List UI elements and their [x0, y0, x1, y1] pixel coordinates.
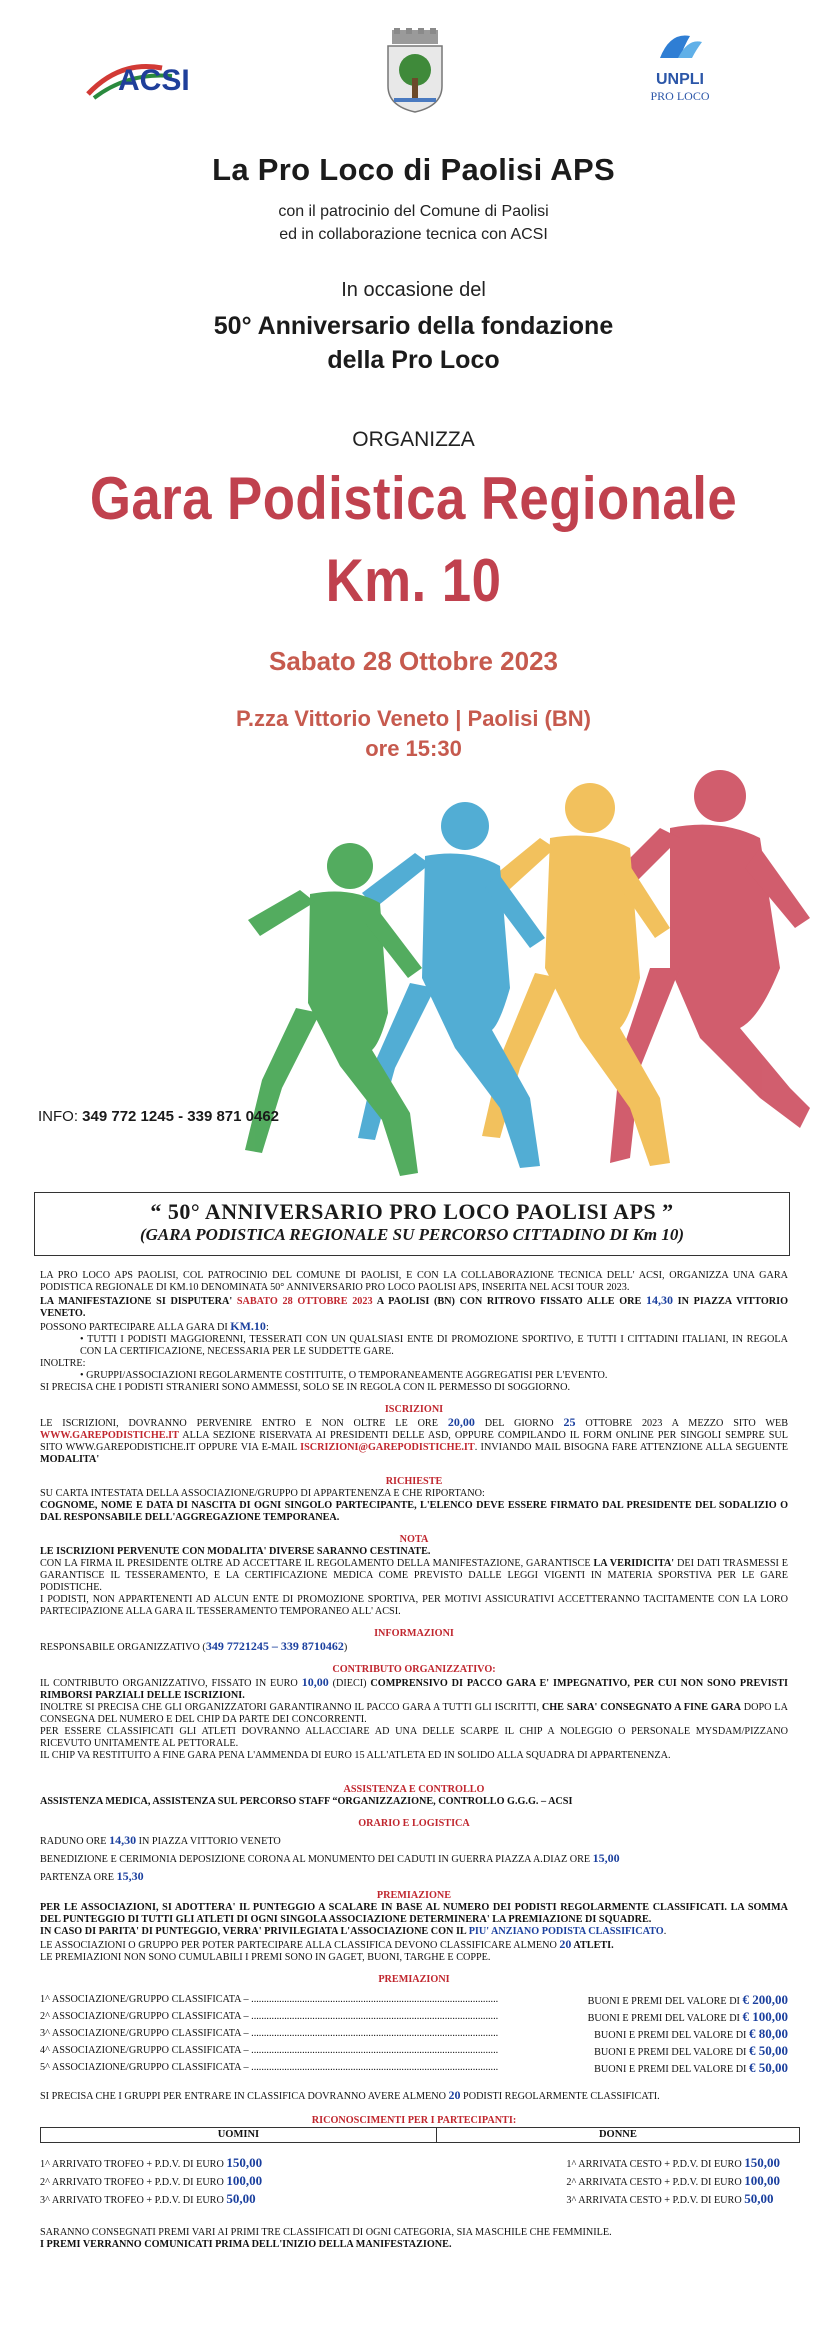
intro-inoltre: INOLTRE:: [40, 1358, 86, 1369]
prize-value-wrap: [594, 2043, 788, 2060]
prize-value: € 50,00: [749, 2043, 788, 2058]
page-title: La Pro Loco di Paolisi APS: [212, 152, 615, 187]
prize-label: 4^ ASSOCIAZIONE/GRUPPO CLASSIFICATA – .................................................................................................: [40, 2045, 499, 2056]
prize-row: [40, 2043, 788, 2060]
prize-value: € 50,00: [749, 2060, 788, 2075]
race-time: ore 15:30: [365, 736, 462, 761]
award-row: [566, 2173, 780, 2191]
col-uomini: UOMINI: [41, 2128, 437, 2143]
award-value: 50,00: [744, 2191, 774, 2206]
race-distance: Km. 10: [325, 547, 502, 614]
informazioni-text: RESPONSABILE ORGANIZZATIVO (349 7721245 – 339 8710462): [40, 1639, 348, 1653]
prize-row: [40, 1992, 788, 2009]
website-link[interactable]: WWW.GAREPODISTICHE.IT: [40, 1430, 179, 1441]
comune-coat-of-arms: [380, 28, 450, 114]
award-value: 100,00: [744, 2173, 780, 2188]
intro-p1: LA PRO LOCO APS PAOLISI, COL PATROCINIO DEL COMUNE DI PAOLISI, E CON LA COLLABORAZIONE TECNICA DELL' ACSI, ORGANIZZA UNA GARA PODISTICA REGIONALE DI KM.10 DENOMINATA 50° ANNIVERSARIO PRO LOCO PAOLISI APS, INSERITA NEL ACSI TOUR 2023.: [40, 1270, 788, 1293]
prize-row: [40, 2026, 788, 2043]
final-note-1: SARANNO CONSEGNATI PREMI VARI AI PRIMI TRE CLASSIFICATI DI OGNI CATEGORIA, SIA MASCHILE CHE FEMMINILE.: [40, 2227, 612, 2238]
award-label: 2^ ARRIVATO TROFEO + P.D.V. DI EURO: [40, 2177, 227, 2188]
nota-p2: CON LA FIRMA IL PRESIDENTE OLTRE AD ACCETTARE IL REGOLAMENTO DELLA MANIFESTAZIONE, GARANTISCE LA VERIDICITA' DEI DATI TRASMESSI E GARANTISCE IL TESSERAMENTO, E LA CERTIFICAZIONE MEDICA COME PREVISTO DALLE LEGGI VIGENTI IN MATERIA SPORSTIVA PER LE GARE PODISTICHE.: [40, 1558, 789, 1593]
unpli-text: UNPLI: [656, 71, 704, 88]
regulation-subtitle: (GARA PODISTICA REGIONALE SU PERCORSO CITTADINO DI Km 10): [139, 1225, 685, 1244]
prize-label: 2^ ASSOCIAZIONE/GRUPPO CLASSIFICATA – .................................................................................................: [40, 2011, 499, 2022]
race-place: P.zza Vittorio Veneto | Paolisi (BN): [236, 706, 591, 731]
organizza-label: ORGANIZZA: [352, 428, 475, 451]
award-row: [40, 2173, 262, 2191]
premiazione-heading: PREMIAZIONE: [376, 1890, 452, 1901]
iscrizioni-text: LE ISCRIZIONI, DOVRANNO PERVENIRE ENTRO E NON OLTRE LE ORE 20,00 DEL GIORNO 25 OTTOBRE 2023 A MEZZO SITO WEB WWW.GAREPODISTICHE.IT ALLA SEZIONE RISERVATA AI PRESIDENTI DELLE ASD, OPPURE COMPILANDO IL FORM ONLINE PER SINGOLI SEMPRE SUL SITO WWW.GAREPODISTICHE.IT OPPURE VIA E-MAIL ISCRIZIONI@GAREPODISTICHE.IT. INVIANDO MAIL BISOGNA FARE ATTENZIONE ALLA SEGUENTE MODALITA': [40, 1415, 788, 1465]
anniversary-line-1: 50° Anniversario della fondazione: [213, 312, 614, 340]
intro-p2: LA MANIFESTAZIONE SI DISPUTERA' SABATO 28 OTTOBRE 2023 A PAOLISI (BN) CON RITROVO FISSATO ALLE ORE 14,30 IN PIAZZA VITTORIO VENETO.: [40, 1293, 788, 1319]
anniversary-line-2: della Pro Loco: [327, 346, 500, 374]
info-label: INFO:: [38, 1108, 83, 1125]
award-row: [40, 2191, 262, 2209]
premiazione-p4: LE PREMIAZIONI NON SONO CUMULABILI I PREMI SONO IN GAGET, BUONI, TARGHE E COPPE.: [40, 1952, 491, 1963]
email-link[interactable]: ISCRIZIONI@GAREPODISTICHE.IT: [300, 1442, 475, 1453]
prize-label: 3^ ASSOCIAZIONE/GRUPPO CLASSIFICATA – .................................................................................................: [40, 2028, 499, 2039]
prize-value-wrap: [588, 1992, 788, 2009]
nota-p3: I PODISTI, NON APPARTENENTI AD ALCUN ENTE DI PROMOZIONE SPORTIVA, PER MOTIVI ASSICURATIVI ACCETTERANNO TACITAMENTE CON LA LORO PARTECIPAZIONE ALLA GARA IL TESSERAMENTO TEMPORANEO ALL' ACSI.: [40, 1594, 788, 1617]
unpli-proloco-logo: [640, 28, 720, 118]
regulation-title-box: [34, 1192, 790, 1256]
race-title: Gara Podistica Regionale: [89, 465, 738, 532]
riconoscimenti-heading: RICONOSCIMENTI PER I PARTECIPANTI:: [311, 2115, 517, 2126]
premiazione-p1: PER LE ASSOCIAZIONI, SI ADOTTERA' IL PUNTEGGIO A SCALARE IN BASE AL NUMERO DEI PODISTI REGOLARMENTE CLASSIFICATI. LA SOMMA DEL PUNTEGGIO DI TUTTI GLI ATLETI DI OGNI SINGOLA ASSOCIAZIONE DETERMINERA' LA PREMIAZIONE DI SQUADRE.: [40, 1902, 788, 1925]
prize-row: [40, 2060, 788, 2077]
contributo-p1: IL CONTRIBUTO ORGANIZZATIVO, FISSATO IN EURO 10,00 (DIECI) COMPRENSIVO DI PACCO GARA E' IMPEGNATIVO, PER CUI NON SONO PREVISTI RIMBORSI PARZIALI DELLE ISCRIZIONI.: [40, 1675, 788, 1701]
iscrizioni-heading: ISCRIZIONI: [384, 1404, 444, 1415]
intro-bullet-1: • TUTTI I PODISTI MAGGIORENNI, TESSERATI CON UN QUALSIASI ENTE DI PROMOZIONE SPORTIVO, E TUTTI I CITTADINI ITALIANI, IN REGOLA CON LA CERTIFICAZIONE, NECESSARIA PER LE SUDDETTE GARE.: [80, 1334, 788, 1357]
regulation-body: [40, 1270, 788, 2251]
awards-women: [566, 2155, 780, 2209]
regulation-title: “ 50° ANNIVERSARIO PRO LOCO PAOLISI APS ”: [150, 1199, 674, 1224]
info-phones: 349 772 1245 - 339 871 0462: [82, 1108, 280, 1125]
award-value: 150,00: [744, 2155, 780, 2170]
contributo-p4: IL CHIP VA RESTITUITO A FINE GARA PENA L'AMMENDA DI EURO 15 ALL'ATLETA ED IN SOLIDO ALLA SQUADRA DI APPARTENENZA.: [40, 1750, 671, 1761]
prize-value: € 200,00: [742, 1992, 788, 2007]
award-label: 1^ ARRIVATO TROFEO + P.D.V. DI EURO: [40, 2159, 227, 2170]
awards-table: [40, 2127, 800, 2143]
info-line: [38, 1108, 279, 1125]
prize-value: € 80,00: [749, 2026, 788, 2041]
award-row: [40, 2155, 262, 2173]
assistenza-text: ASSISTENZA MEDICA, ASSISTENZA SUL PERCORSO STAFF “ORGANIZZAZIONE, CONTROLLO G.G.G. – ACSI: [40, 1796, 573, 1807]
premiazioni-note: SI PRECISA CHE I GRUPPI PER ENTRARE IN CLASSIFICA DOVRANNO AVERE ALMENO 20 PODISTI REGOLARMENTE CLASSIFICATI.: [40, 2088, 660, 2102]
award-label: 3^ ARRIVATO TROFEO + P.D.V. DI EURO: [40, 2195, 227, 2206]
prize-value-wrap: [588, 2009, 788, 2026]
award-label: 1^ ARRIVATA CESTO + P.D.V. DI EURO: [566, 2159, 745, 2170]
premiazione-p2: IN CASO DI PARITA' DI PUNTEGGIO, VERRA' PRIVILEGIATA L'ASSOCIAZIONE CON IL PIU' ANZIANO PODISTA CLASSIFICATO.: [40, 1926, 667, 1937]
contributo-heading: CONTRIBUTO ORGANIZZATIVO:: [332, 1664, 496, 1675]
award-row: [566, 2191, 780, 2209]
runners-illustration: [200, 768, 827, 1178]
svg-text:ACSI: ACSI: [118, 64, 190, 97]
intro-p3: POSSONO PARTECIPARE ALLA GARA DI KM.10:: [40, 1319, 269, 1333]
contributo-p3: PER ESSERE CLASSIFICATI GLI ATLETI DOVRANNO ALLACCIARE AD UNA DELLE SCARPE IL CHIP A NOLEGGIO O PERSONALE MYSDAM/PIZZANO RICEVUTO UNITAMENTE AL PETTORALE.: [40, 1726, 788, 1749]
assistenza-heading: ASSISTENZA E CONTROLLO: [343, 1784, 485, 1795]
award-row: [566, 2155, 780, 2173]
award-value: 100,00: [226, 2173, 263, 2188]
award-label: 3^ ARRIVATA CESTO + P.D.V. DI EURO: [566, 2195, 745, 2206]
patronage-line: con il patrocinio del Comune di Paolisi: [278, 203, 549, 220]
orario-benedizione: BENEDIZIONE E CERIMONIA DEPOSIZIONE CORONA AL MONUMENTO DEI CADUTI IN GUERRA PIAZZA A.DIAZ ORE 15,00: [40, 1851, 620, 1865]
premiazioni-heading: PREMIAZIONI: [378, 1974, 450, 1985]
nota-p1: LE ISCRIZIONI PERVENUTE CON MODALITA' DIVERSE SARANNO CESTINATE.: [40, 1546, 431, 1557]
collaboration-line: ed in collaborazione tecnica con ACSI: [279, 226, 548, 243]
prize-value: € 100,00: [742, 2009, 788, 2024]
prize-label: 5^ ASSOCIAZIONE/GRUPPO CLASSIFICATA – .................................................................................................: [40, 2062, 499, 2073]
prize-value-wrap: [594, 2026, 788, 2043]
orario-raduno: RADUNO ORE 14,30 IN PIAZZA VITTORIO VENETO: [40, 1833, 281, 1847]
award-value: 50,00: [226, 2191, 256, 2206]
richieste-heading: RICHIESTE: [385, 1476, 443, 1487]
award-value: 150,00: [226, 2155, 263, 2170]
award-label: 2^ ARRIVATA CESTO + P.D.V. DI EURO: [566, 2177, 745, 2188]
prize-list: [40, 1992, 788, 2077]
proloco-text: PRO LOCO: [650, 89, 710, 103]
intro-p4: SI PRECISA CHE I PODISTI STRANIERI SONO AMMESSI, SOLO SE IN REGOLA CON IL PERMESSO DI SOGGIORNO.: [40, 1382, 570, 1393]
prize-label: 1^ ASSOCIAZIONE/GRUPPO CLASSIFICATA – .................................................................................................: [40, 1994, 499, 2005]
contributo-p2: INOLTRE SI PRECISA CHE GLI ORGANIZZATORI GARANTIRANNO IL PACCO GARA A TUTTI GLI ISCRITTI, CHE SARA' CONSEGNATO A FINE GARA DOPO LA CONSEGNA DEL NUMERO E DEL CHIP DA PARTE DEI CONCORRENTI.: [40, 1702, 788, 1725]
orario-heading: ORARIO E LOGISTICA: [358, 1818, 470, 1829]
intro-bullet-2: • GRUPPI/ASSOCIAZIONI REGOLARMENTE COSTITUITE, O TEMPORANEAMENTE AGGREGATISI PER L'EVENTO.: [80, 1370, 608, 1381]
prize-text: BUONI E PREMI DEL VALORE DI: [594, 2047, 749, 2058]
awards-list: [40, 2155, 788, 2209]
informazioni-heading: INFORMAZIONI: [374, 1628, 454, 1639]
final-note-2: I PREMI VERRANNO COMUNICATI PRIMA DELL'INIZIO DELLA MANIFESTAZIONE.: [40, 2239, 452, 2250]
prize-text: BUONI E PREMI DEL VALORE DI: [587, 2013, 743, 2024]
prize-value-wrap: [594, 2060, 788, 2077]
orario-partenza: PARTENZA ORE 15,30: [40, 1869, 144, 1883]
awards-men: [40, 2155, 262, 2209]
acsi-logo: [80, 42, 210, 112]
richieste-p2: COGNOME, NOME E DATA DI NASCITA DI OGNI SINGOLO PARTECIPANTE, L'ELENCO DEVE ESSERE FIRMATO DAL PRESIDENTE DEL SODALIZIO O DAL RESPONSABILE DELL'AGGREGAZIONE TEMPORANEA.: [40, 1500, 788, 1523]
nota-heading: NOTA: [399, 1534, 429, 1545]
prize-text: BUONI E PREMI DEL VALORE DI: [587, 1996, 743, 2007]
col-donne: DONNE: [436, 2128, 799, 2143]
richieste-p1: SU CARTA INTESTATA DELLA ASSOCIAZIONE/GRUPPO DI APPARTENENZA E CHE RIPORTANO:: [40, 1488, 485, 1499]
prize-row: [40, 2009, 788, 2026]
prize-text: BUONI E PREMI DEL VALORE DI: [594, 2064, 749, 2075]
prize-text: BUONI E PREMI DEL VALORE DI: [594, 2030, 749, 2041]
premiazione-p3: LE ASSOCIAZIONI O GRUPPO PER POTER PARTECIPARE ALLA CLASSIFICA DEVONO CLASSIFICARE ALMENO 20 ATLETI.: [40, 1937, 614, 1951]
occasion-line: In occasione del: [341, 279, 486, 301]
race-date: Sabato 28 Ottobre 2023: [269, 646, 558, 676]
